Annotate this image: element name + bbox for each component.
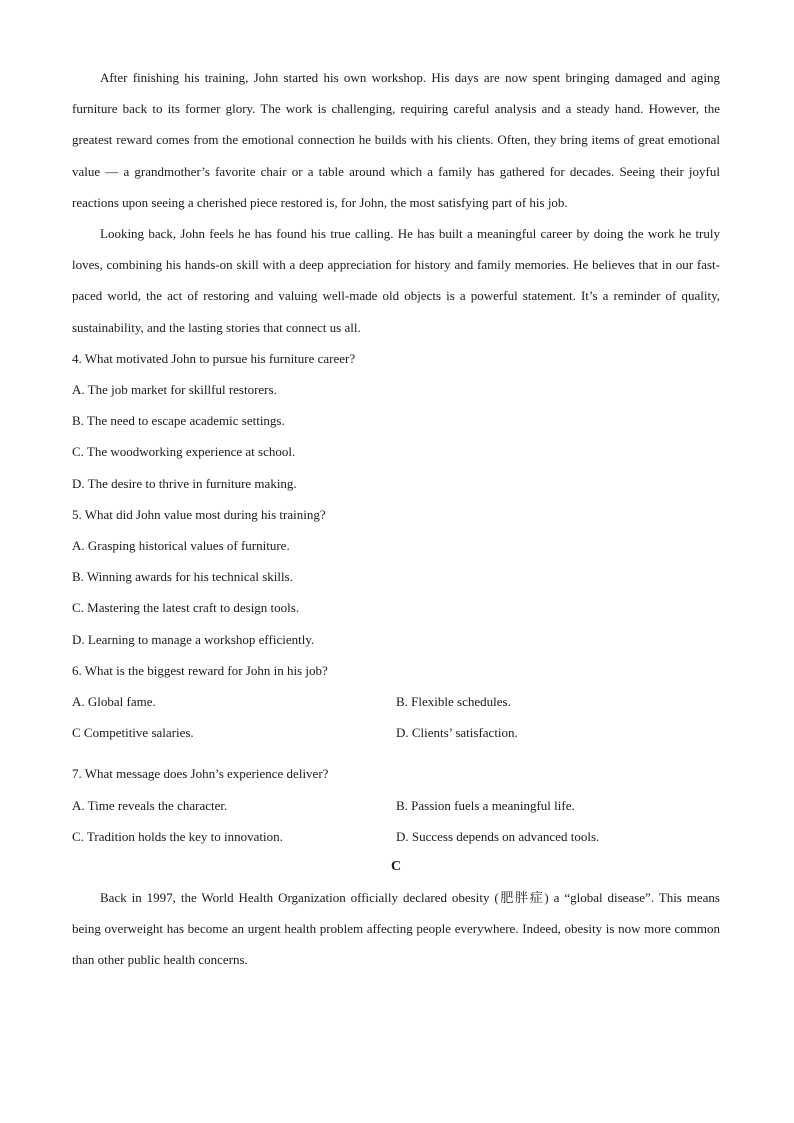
option-a: A. Global fame. [72, 694, 156, 710]
passage-paragraph: Back in 1997, the World Health Organization officially declared obesity (肥胖症) a “global disease”. This means being overweight has become an urgent health problem affecting people everywhere. Indeed, obesity is now more common than other public health concerns. [72, 890, 720, 968]
option-b: B. Flexible schedules. [396, 694, 511, 710]
question-5 [72, 499, 720, 655]
spacer [72, 748, 720, 758]
question-6 [72, 655, 720, 749]
option-c: C. Mastering the latest craft to design tools. [72, 600, 300, 616]
option-a: A. Grasping historical values of furniture. [72, 538, 290, 554]
question-stem: 6. What is the biggest reward for John in his job? [72, 662, 328, 678]
option-d: D. Learning to manage a workshop efficiently. [72, 631, 315, 647]
section-heading: C [390, 859, 402, 875]
option-row [72, 717, 720, 748]
option-d: D. Clients’ satisfaction. [396, 725, 518, 741]
option-c: C. Tradition holds the key to innovation. [72, 828, 283, 844]
question-4 [72, 343, 720, 499]
option-a: A. The job market for skillful restorers. [72, 382, 277, 398]
option-c: C Competitive salaries. [72, 725, 194, 741]
option-d: D. The desire to thrive in furniture making. [72, 475, 297, 491]
option-row [72, 821, 720, 852]
option-row [72, 790, 720, 821]
question-7 [72, 758, 720, 852]
option-row [72, 686, 720, 717]
option-d: D. Success depends on advanced tools. [396, 828, 600, 844]
option-b: B. The need to escape academic settings. [72, 413, 285, 429]
option-c: C. The woodworking experience at school. [72, 444, 296, 460]
option-b: B. Passion fuels a meaningful life. [396, 797, 575, 813]
passage-paragraph: Looking back, John feels he has found his true calling. He has built a meaningful career by doing the work he truly loves, combining his hands-on skill with a deep appreciation for history and family memories. He believes that in our fast-paced world, the act of restoring and valuing well-made old objects is a powerful statement. It’s a reminder of quality, sustainability, and the lasting stories that connect us all. [72, 226, 720, 335]
option-a: A. Time reveals the character. [72, 797, 228, 813]
question-stem: 5. What did John value most during his training? [72, 506, 326, 522]
document-page [72, 62, 720, 976]
option-b: B. Winning awards for his technical skills. [72, 569, 293, 585]
passage-paragraph: After finishing his training, John started his own workshop. His days are now spent bringing damaged and aging furniture back to its former glory. The work is challenging, requiring careful analysis and a steady hand. However, the greatest reward comes from the emotional connection he builds with his clients. Often, they bring items of great emotional value — a grandmother’s favorite chair or a table around which a family has gathered for decades. Seeing their joyful reactions upon seeing a cherished piece restored is, for John, the most satisfying part of his job. [72, 70, 720, 210]
question-stem: 4. What motivated John to pursue his furniture career? [72, 350, 356, 366]
question-stem: 7. What message does John’s experience deliver? [72, 766, 329, 782]
